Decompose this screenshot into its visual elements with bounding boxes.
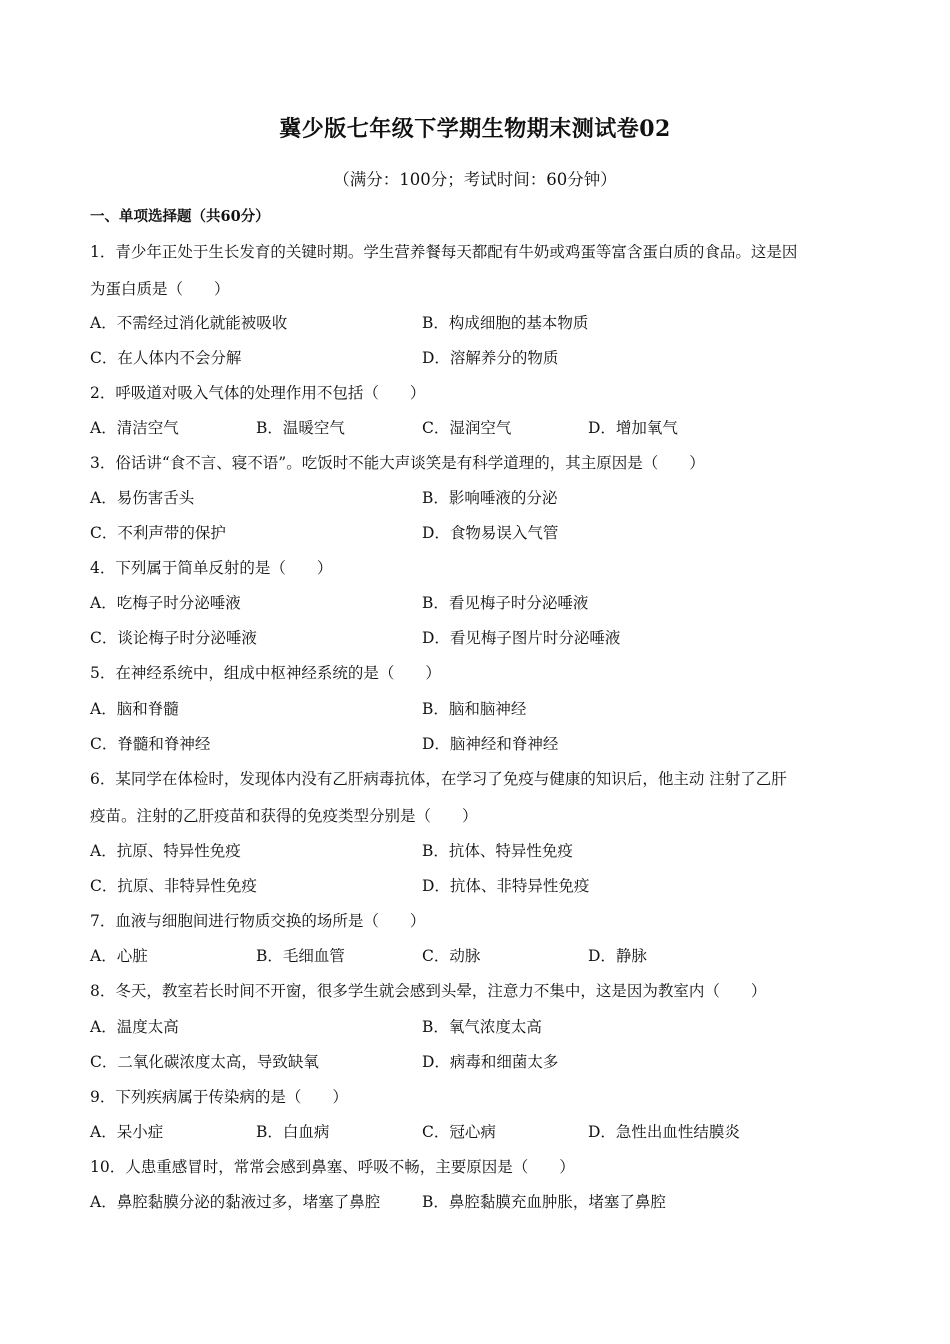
question-1-stem-line-1: 1．青少年正处于生长发育的关键时期。学生营养餐每天都配有牛奶或鸡蛋等富含蛋白质的食品。这是因 xyxy=(90,243,798,261)
question-9-option-c: C．冠心病 xyxy=(422,1123,496,1141)
question-5-option-b: B．脑和脑神经 xyxy=(422,700,527,718)
question-5-stem: 5．在神经系统中，组成中枢神经系统的是（ ） xyxy=(90,664,441,682)
question-8-option-a: A．温度太高 xyxy=(90,1018,179,1036)
question-8-option-b: B．氧气浓度太高 xyxy=(422,1018,542,1036)
question-3-option-a: A．易伤害舌头 xyxy=(90,489,195,507)
page-title: 冀少版七年级下学期生物期末测试卷02 xyxy=(279,116,671,142)
question-8-stem: 8．冬天，教室若长时间不开窗，很多学生就会感到头晕，注意力不集中，这是因为教室内（ ） xyxy=(90,982,767,1000)
question-9-option-b: B．白血病 xyxy=(256,1123,330,1141)
question-5-option-a: A．脑和脊髓 xyxy=(90,700,179,718)
question-10-option-b: B．鼻腔黏膜充血肿胀，堵塞了鼻腔 xyxy=(422,1193,666,1211)
question-3-stem: 3．俗话讲“食不言、寝不语”。吃饭时不能大声谈笑是有科学道理的，其主原因是（ ） xyxy=(90,454,705,472)
question-2-stem: 2．呼吸道对吸入气体的处理作用不包括（ ） xyxy=(90,384,426,402)
question-2-option-a: A．清洁空气 xyxy=(90,419,179,437)
page-subtitle: （满分：100分；考试时间：60分钟） xyxy=(333,170,617,189)
question-6-option-a: A．抗原、特异性免疫 xyxy=(90,842,241,860)
question-9-stem: 9．下列疾病属于传染病的是（ ） xyxy=(90,1088,348,1106)
question-5-option-c: C．脊髓和脊神经 xyxy=(90,735,211,753)
question-3-option-c: C．不利声带的保护 xyxy=(90,524,226,542)
question-9-option-d: D．急性出血性结膜炎 xyxy=(588,1123,740,1141)
question-1-option-a: A．不需经过消化就能被吸收 xyxy=(90,314,288,332)
question-7-option-a: A．心脏 xyxy=(90,947,148,965)
question-4-option-c: C．谈论梅子时分泌唾液 xyxy=(90,629,257,647)
question-6-option-d: D．抗体、非特异性免疫 xyxy=(422,877,590,895)
question-10-stem: 10．人患重感冒时，常常会感到鼻塞、呼吸不畅，主要原因是（ ） xyxy=(90,1158,575,1176)
question-1-stem-line-2: 为蛋白质是（ ） xyxy=(90,280,230,298)
question-1-option-d: D．溶解养分的物质 xyxy=(422,349,559,367)
question-7-stem: 7．血液与细胞间进行物质交换的场所是（ ） xyxy=(90,912,426,930)
question-3-option-b: B．影响唾液的分泌 xyxy=(422,489,558,507)
question-4-option-d: D．看见梅子图片时分泌唾液 xyxy=(422,629,621,647)
question-1-option-b: B．构成细胞的基本物质 xyxy=(422,314,589,332)
question-4-stem: 4．下列属于简单反射的是（ ） xyxy=(90,559,333,577)
question-8-option-d: D．病毒和细菌太多 xyxy=(422,1053,559,1071)
question-6-stem-line-2: 疫苗。注射的乙肝疫苗和获得的免疫类型分别是（ ） xyxy=(90,807,478,825)
question-2-option-b: B．温暖空气 xyxy=(256,419,345,437)
question-7-option-b: B．毛细血管 xyxy=(256,947,345,965)
question-1-option-c: C．在人体内不会分解 xyxy=(90,349,242,367)
question-3-option-d: D．食物易误入气管 xyxy=(422,524,559,542)
question-6-stem-line-1: 6．某同学在体检时，发现体内没有乙肝病毒抗体，在学习了免疫与健康的知识后，他主动 注射了乙肝 xyxy=(90,770,787,788)
question-7-option-c: C．动脉 xyxy=(422,947,481,965)
question-7-option-d: D．静脉 xyxy=(588,947,647,965)
question-8-option-c: C．二氧化碳浓度太高，导致缺氧 xyxy=(90,1053,319,1071)
question-2-option-c: C．湿润空气 xyxy=(422,419,512,437)
question-2-option-d: D．增加氧气 xyxy=(588,419,678,437)
question-10-option-a: A．鼻腔黏膜分泌的黏液过多，堵塞了鼻腔 xyxy=(90,1193,381,1211)
question-6-option-b: B．抗体、特异性免疫 xyxy=(422,842,573,860)
question-4-option-b: B．看见梅子时分泌唾液 xyxy=(422,594,589,612)
section-heading: 一、单项选择题（共60分） xyxy=(90,208,270,225)
question-5-option-d: D．脑神经和脊神经 xyxy=(422,735,559,753)
question-4-option-a: A．吃梅子时分泌唾液 xyxy=(90,594,241,612)
question-6-option-c: C．抗原、非特异性免疫 xyxy=(90,877,257,895)
question-9-option-a: A．呆小症 xyxy=(90,1123,164,1141)
